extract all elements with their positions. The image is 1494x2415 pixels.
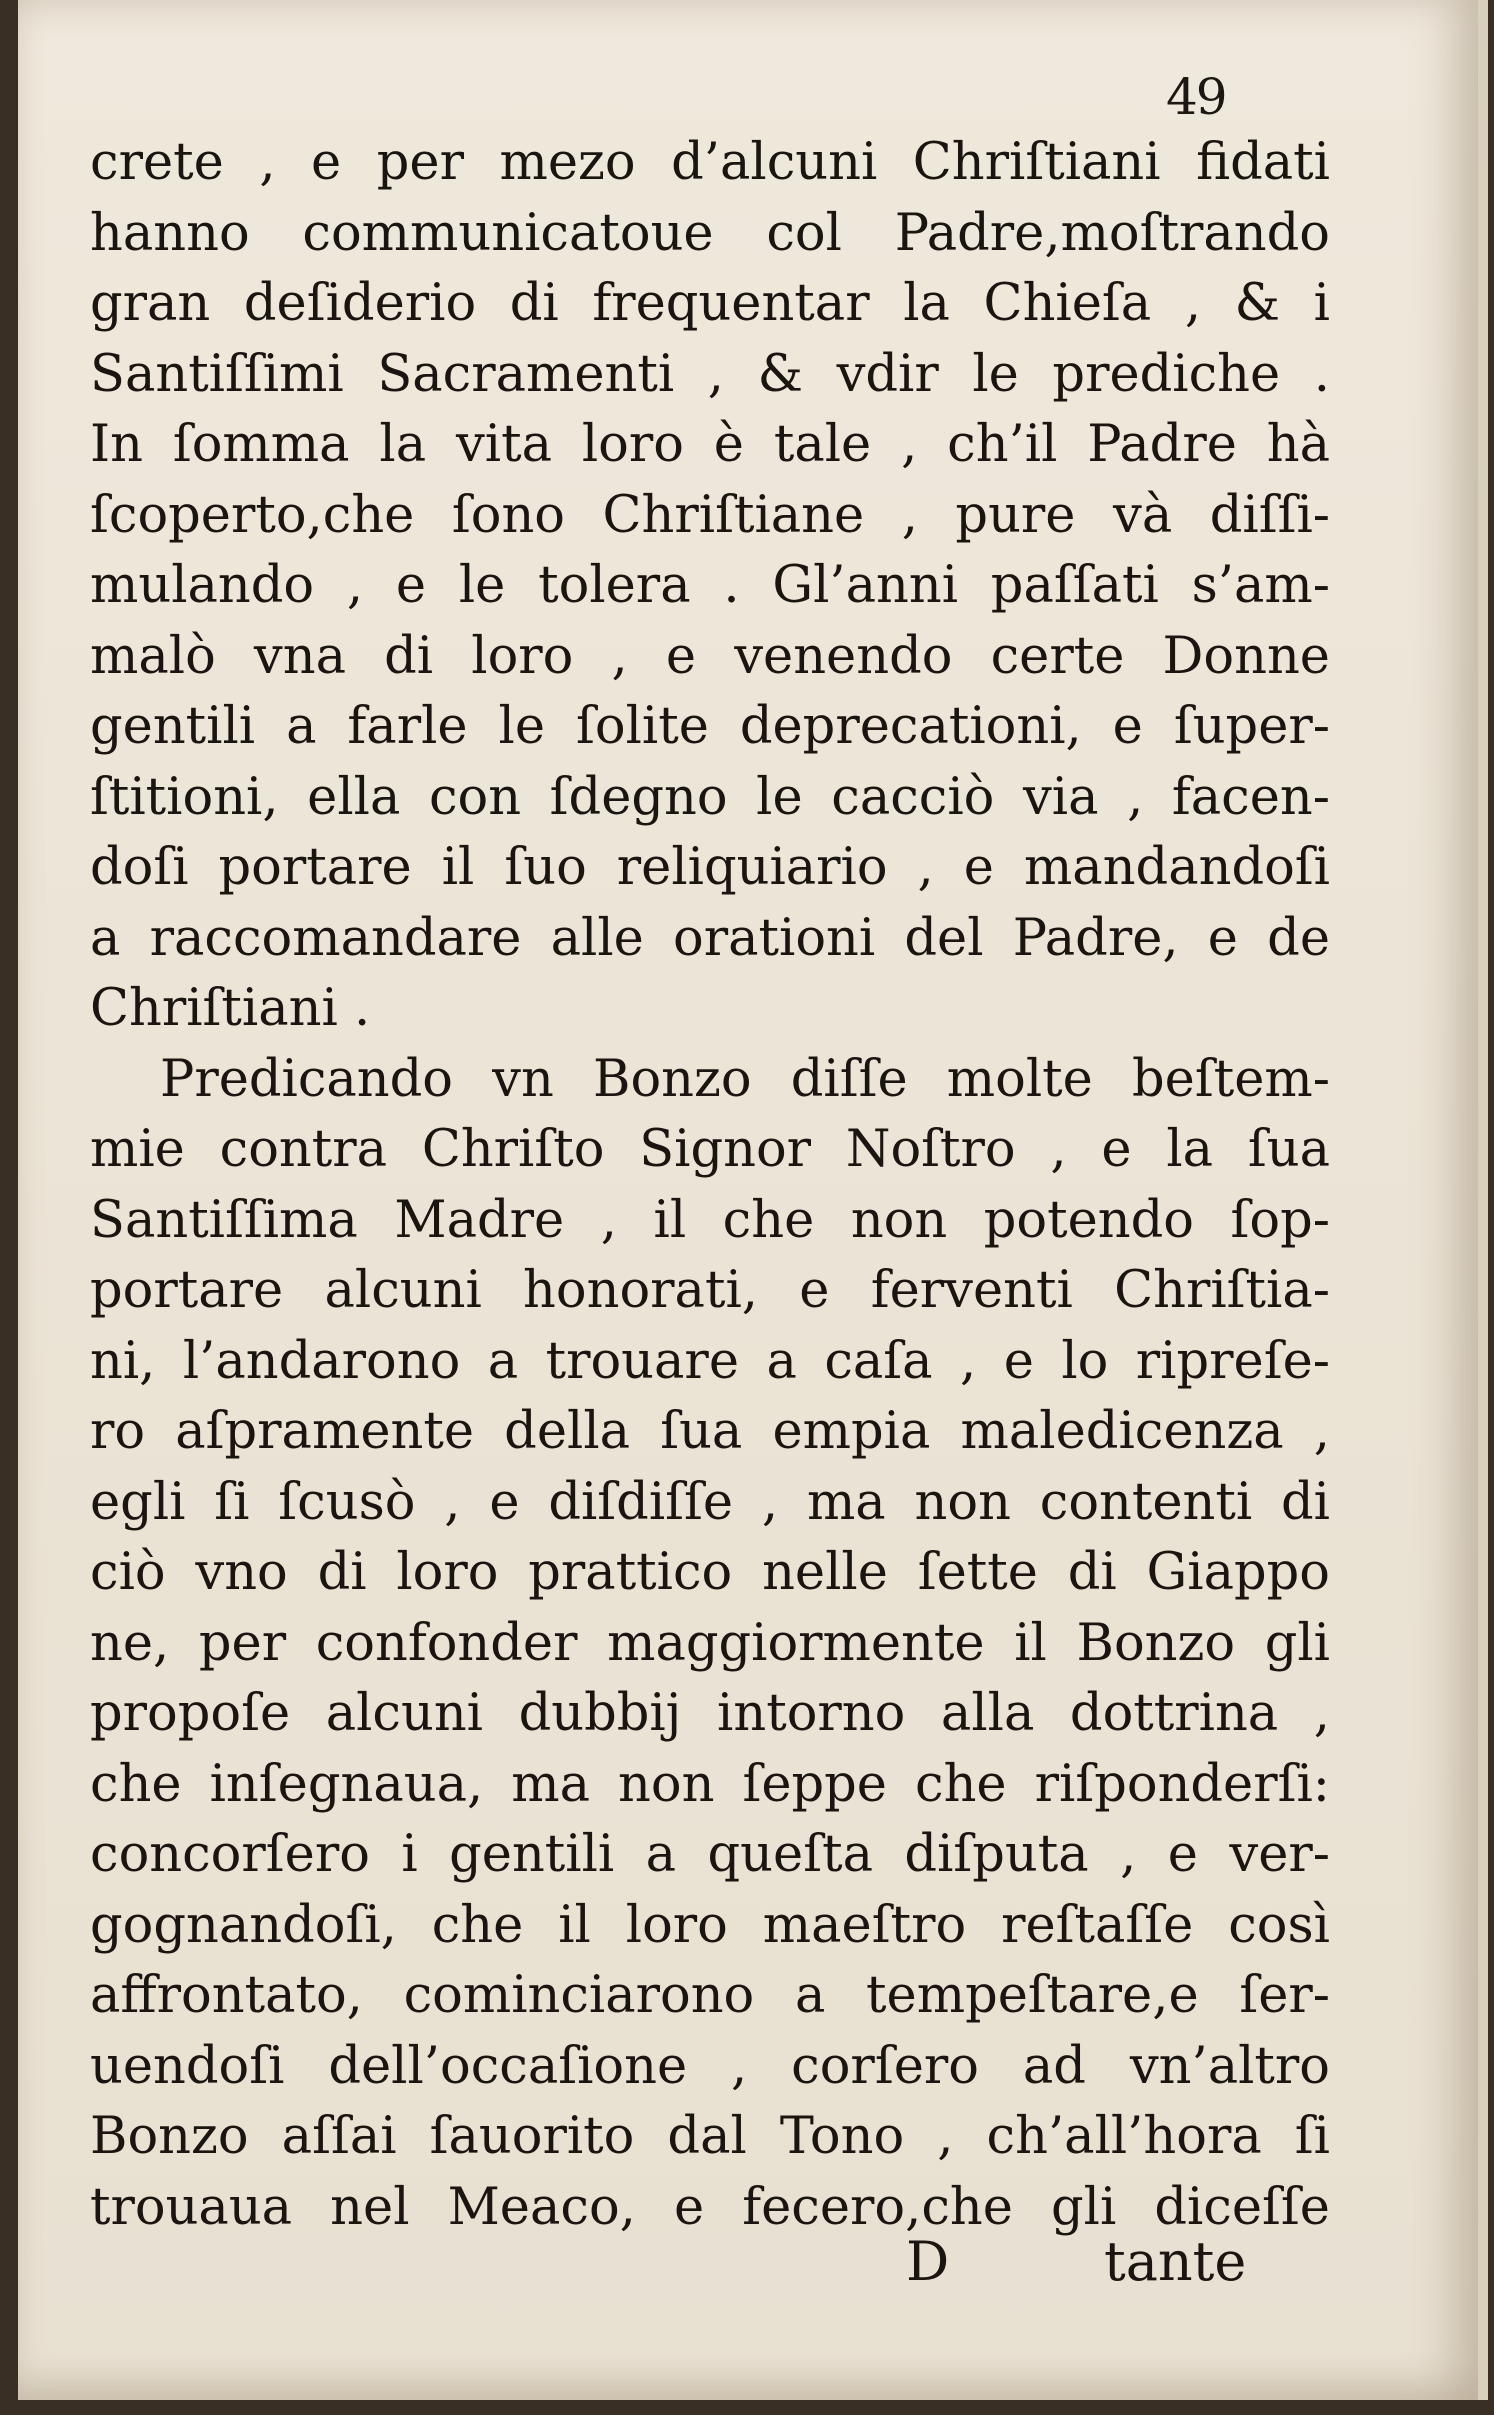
text-line: propoſe alcuni dubbij intorno alla dottrina ,	[90, 1684, 1330, 1743]
text-line: concorſero i gentili a queſta diſputa , e ver-	[90, 1825, 1330, 1884]
text-line: Santiſſimi Sacramenti , & vdir le prediche .	[90, 344, 1330, 404]
text-line: ni, l’andarono a trouare a caſa , e lo ripreſe-	[90, 1331, 1330, 1391]
text-line: uendoſi dell’occaſione , corſero ad vn’altro	[90, 2036, 1330, 2096]
body-text	[90, 128, 1330, 2243]
paragraph-start-line: Predicando vn Bonzo diſſe molte beſtem-	[160, 1049, 1330, 1109]
text-line: mie contra Chriſto Signor Noſtro , e la ſua	[90, 1120, 1330, 1179]
text-line: Santiſſima Madre , il che non potendo ſop-	[90, 1190, 1330, 1250]
text-line: affrontato, cominciarono a tempeſtare,e ſer-	[90, 1966, 1330, 2025]
text-line: doſi portare il ſuo reliquiario , e mandandoſi	[90, 838, 1330, 897]
text-line: egli ſi ſcusò , e diſdiſſe , ma non contenti di	[90, 1472, 1330, 1532]
text-line: gognandoſi, che il loro maeſtro reſtaſſe così	[90, 1895, 1330, 1955]
book-page	[18, 0, 1488, 2400]
text-line: trouaua nel Meaco, e fecero,che gli diceſſe	[90, 2177, 1330, 2237]
text-line: malò vna di loro , e venendo certe Donne	[90, 626, 1330, 686]
text-line: che inſegnaua, ma non ſeppe che riſponderſi:	[90, 1754, 1330, 1814]
text-line: Bonzo aſſai ſauorito dal Tono , ch’all’hora ſi	[90, 2107, 1330, 2166]
page-footer	[18, 2230, 1478, 2310]
text-line: crete , e per mezo d’alcuni Chriſtiani fidati	[90, 133, 1330, 192]
text-line: gentili a farle le ſolite deprecationi, e ſuper-	[90, 697, 1330, 756]
text-line: hanno communicatoue col Padre,moſtrando	[90, 203, 1330, 263]
text-line: ſcoperto,che ſono Chriſtiane , pure và diſſi-	[90, 485, 1330, 545]
text-line: mulando , e le tolera . Gl’anni paſſati s’am-	[90, 556, 1330, 615]
text-line: gran deſiderio di frequentar la Chieſa , & i	[90, 274, 1330, 333]
text-line: ne, per confonder maggiormente il Bonzo gli	[90, 1613, 1330, 1673]
catchword: tante	[1104, 2230, 1247, 2293]
text-line: ro aſpramente della ſua empia maledicenza ,	[90, 1402, 1330, 1461]
page-number: 49	[1166, 68, 1226, 126]
text-line: ſtitioni, ella con ſdegno le cacciò via , facen-	[90, 767, 1330, 827]
signature-mark: D	[906, 2230, 950, 2293]
text-line: In ſomma la vita loro è tale , ch’il Padre hà	[90, 415, 1330, 474]
paragraph-end-line: Chriſtiani .	[90, 979, 371, 1038]
text-line: a raccomandare alle orationi del Padre, e de	[90, 908, 1330, 968]
text-line: ciò vno di loro prattico nelle ſette di Giappo	[90, 1543, 1330, 1602]
text-line: portare alcuni honorati, e ferventi Chriſtia-	[90, 1261, 1330, 1320]
